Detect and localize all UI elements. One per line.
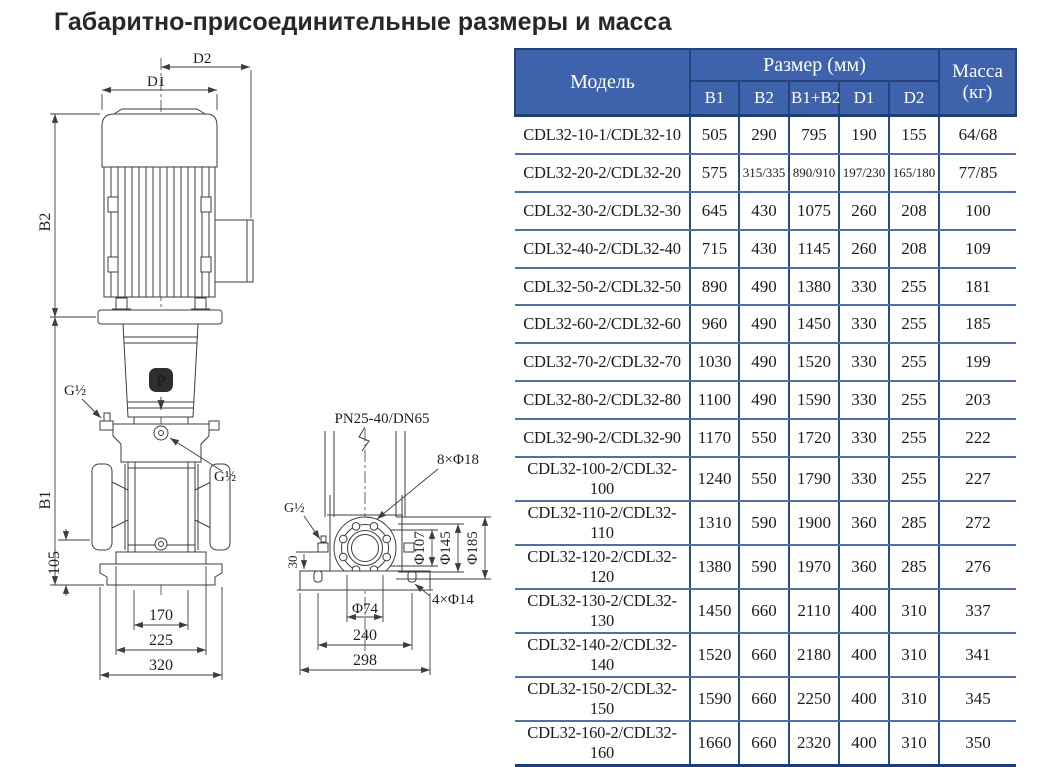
cell-d1: 400 [839, 589, 889, 633]
cell-b1b2: 1145 [789, 230, 839, 268]
dim-105-label: 105 [46, 551, 63, 575]
cell-d1: 260 [839, 192, 889, 230]
dimensions-table-container [514, 48, 1015, 767]
cell-mass: 276 [939, 545, 1016, 589]
cell-b2: 660 [739, 589, 789, 633]
cell-model: CDL32-60-2/CDL32-60 [515, 305, 690, 343]
cell-b2: 590 [739, 545, 789, 589]
cell-b1b2: 1520 [789, 343, 839, 381]
dim-g-half-label: G½ [284, 501, 305, 516]
cell-model: CDL32-10-1/CDL32-10 [515, 116, 690, 154]
cell-d2: 255 [889, 305, 939, 343]
header-d1: D1 [839, 81, 889, 116]
cell-d2: 310 [889, 633, 939, 677]
header-mass-line2: (кг) [962, 82, 993, 103]
suction-flange [92, 464, 112, 550]
cell-model: CDL32-130-2/CDL32-130 [515, 589, 690, 633]
table-row [515, 545, 1016, 589]
cell-b1b2: 890/910 [789, 154, 839, 192]
cell-d2: 208 [889, 192, 939, 230]
cell-model: CDL32-120-2/CDL32-120 [515, 545, 690, 589]
cell-b2: 590 [739, 501, 789, 545]
cell-model: CDL32-20-2/CDL32-20 [515, 154, 690, 192]
cell-d1: 360 [839, 501, 889, 545]
cell-model: CDL32-150-2/CDL32-150 [515, 677, 690, 721]
cell-model: CDL32-160-2/CDL32-160 [515, 721, 690, 766]
dim-320-label: 320 [149, 657, 173, 674]
table-row [515, 230, 1016, 268]
cell-b1b2: 1380 [789, 268, 839, 306]
cell-model: CDL32-30-2/CDL32-30 [515, 192, 690, 230]
header-mass [939, 49, 1016, 116]
cell-b1b2: 795 [789, 116, 839, 154]
cell-mass: 203 [939, 381, 1016, 419]
cell-mass: 345 [939, 677, 1016, 721]
cell-d2: 255 [889, 268, 939, 306]
cell-d1: 330 [839, 268, 889, 306]
dim-b2-label: B2 [37, 212, 54, 232]
cell-b2: 490 [739, 305, 789, 343]
cell-b1: 1590 [690, 677, 739, 721]
table-row [515, 192, 1016, 230]
cell-d2: 165/180 [889, 154, 939, 192]
cell-b1: 645 [690, 192, 739, 230]
cell-b2: 430 [739, 192, 789, 230]
dim-g-half-right-label: G½ [214, 469, 237, 485]
cell-b1: 1310 [690, 501, 739, 545]
cell-d1: 330 [839, 381, 889, 419]
cell-b2: 490 [739, 268, 789, 306]
cell-mass: 227 [939, 457, 1016, 501]
cell-b1: 890 [690, 268, 739, 306]
cell-mass: 222 [939, 419, 1016, 457]
cell-d2: 255 [889, 381, 939, 419]
dim-d145-label: Φ145 [438, 531, 454, 565]
cell-d1: 190 [839, 116, 889, 154]
cell-d2: 310 [889, 589, 939, 633]
cell-d1: 360 [839, 545, 889, 589]
table-header [515, 49, 1016, 116]
cell-d1: 400 [839, 721, 889, 766]
cell-model: CDL32-100-2/CDL32-100 [515, 457, 690, 501]
front-view-linework [92, 58, 253, 597]
header-mass-line1: Масса [952, 60, 1003, 82]
cell-model: CDL32-70-2/CDL32-70 [515, 343, 690, 381]
cell-d1: 400 [839, 633, 889, 677]
cell-b1b2: 1900 [789, 501, 839, 545]
dim-170-label: 170 [149, 607, 173, 624]
table-row [515, 677, 1016, 721]
dim-flange-spec-label: PN25-40/DN65 [334, 411, 430, 427]
header-b1: B1 [690, 81, 739, 116]
cell-b1: 1240 [690, 457, 739, 501]
cell-d2: 208 [889, 230, 939, 268]
header-b1b2: B1+B2 [789, 81, 839, 116]
cell-d2: 310 [889, 677, 939, 721]
dimensions-table [514, 48, 1017, 767]
cell-mass: 199 [939, 343, 1016, 381]
cell-mass: 77/85 [939, 154, 1016, 192]
dim-d74-label: Φ74 [352, 601, 378, 617]
dim-g-half-left-label: G½ [64, 383, 87, 399]
table-row [515, 268, 1016, 306]
cell-model: CDL32-90-2/CDL32-90 [515, 419, 690, 457]
cell-model: CDL32-80-2/CDL32-80 [515, 381, 690, 419]
dim-d2-label: D2 [193, 52, 212, 67]
cell-mass: 64/68 [939, 116, 1016, 154]
cell-d1: 330 [839, 457, 889, 501]
cell-b1: 1660 [690, 721, 739, 766]
header-b2: B2 [739, 81, 789, 116]
cell-b1b2: 1790 [789, 457, 839, 501]
cell-b1: 960 [690, 305, 739, 343]
header-d2: D2 [889, 81, 939, 116]
cell-b2: 290 [739, 116, 789, 154]
table-row [515, 381, 1016, 419]
cell-b1: 1030 [690, 343, 739, 381]
dim-base-holes-label: 4×Φ14 [432, 592, 474, 608]
cell-mass: 350 [939, 721, 1016, 766]
cell-b1: 1100 [690, 381, 739, 419]
cell-mass: 181 [939, 268, 1016, 306]
cell-b2: 490 [739, 343, 789, 381]
table-row [515, 721, 1016, 766]
cell-model: CDL32-50-2/CDL32-50 [515, 268, 690, 306]
header-size-group: Размер (мм) [690, 49, 939, 81]
cell-b1: 505 [690, 116, 739, 154]
cell-b1: 1170 [690, 419, 739, 457]
cell-b1b2: 1590 [789, 381, 839, 419]
cell-mass: 337 [939, 589, 1016, 633]
cell-b2: 660 [739, 677, 789, 721]
table-row [515, 305, 1016, 343]
cell-d2: 285 [889, 501, 939, 545]
table-row [515, 343, 1016, 381]
table-row [515, 419, 1016, 457]
cell-b2: 550 [739, 419, 789, 457]
pump-flange-view-drawing [270, 405, 515, 697]
cell-b2: 490 [739, 381, 789, 419]
cell-b1b2: 1970 [789, 545, 839, 589]
table-row [515, 633, 1016, 677]
dim-240-label: 240 [353, 627, 377, 644]
page-title: Габаритно-присоединительные размеры и масса [54, 8, 672, 36]
cell-model: CDL32-110-2/CDL32-110 [515, 501, 690, 545]
table-row [515, 154, 1016, 192]
cell-d1: 400 [839, 677, 889, 721]
dim-d107-label: Φ107 [412, 531, 428, 565]
cell-d1: 330 [839, 305, 889, 343]
cell-b1: 715 [690, 230, 739, 268]
cell-d1: 330 [839, 343, 889, 381]
cell-model: CDL32-140-2/CDL32-140 [515, 633, 690, 677]
cell-b1b2: 1720 [789, 419, 839, 457]
header-model: Модель [515, 49, 690, 116]
cell-mass: 341 [939, 633, 1016, 677]
cell-b1: 1520 [690, 633, 739, 677]
dim-b1-label: B1 [37, 490, 54, 510]
cell-b2: 315/335 [739, 154, 789, 192]
table-row [515, 116, 1016, 154]
cell-d2: 255 [889, 457, 939, 501]
cell-mass: 185 [939, 305, 1016, 343]
dim-30-label: 30 [285, 555, 300, 569]
cell-mass: 109 [939, 230, 1016, 268]
cell-b2: 660 [739, 721, 789, 766]
cell-b1b2: 2110 [789, 589, 839, 633]
cell-mass: 272 [939, 501, 1016, 545]
cell-b1b2: 2180 [789, 633, 839, 677]
cell-d2: 255 [889, 419, 939, 457]
cell-b1: 575 [690, 154, 739, 192]
cell-d2: 255 [889, 343, 939, 381]
cell-d1: 197/230 [839, 154, 889, 192]
brand-logo-letter: P [156, 373, 166, 390]
cell-d1: 260 [839, 230, 889, 268]
cell-b2: 430 [739, 230, 789, 268]
cell-b1: 1450 [690, 589, 739, 633]
dim-225-label: 225 [149, 632, 173, 649]
cell-mass: 100 [939, 192, 1016, 230]
table-row [515, 589, 1016, 633]
cell-b2: 550 [739, 457, 789, 501]
cell-b1b2: 1075 [789, 192, 839, 230]
dim-d185-label: Φ185 [465, 531, 481, 565]
cell-model: CDL32-40-2/CDL32-40 [515, 230, 690, 268]
cell-d1: 330 [839, 419, 889, 457]
flange-face [334, 517, 396, 579]
cell-b2: 660 [739, 633, 789, 677]
dim-298-label: 298 [353, 652, 377, 669]
table-body [515, 116, 1016, 766]
table-row [515, 501, 1016, 545]
dim-bolt-holes-label: 8×Φ18 [437, 452, 479, 468]
table-row [515, 457, 1016, 501]
cell-b1b2: 2250 [789, 677, 839, 721]
cell-b1b2: 2320 [789, 721, 839, 766]
cell-d2: 155 [889, 116, 939, 154]
cell-d2: 310 [889, 721, 939, 766]
cell-b1: 1380 [690, 545, 739, 589]
cell-d2: 285 [889, 545, 939, 589]
cell-b1b2: 1450 [789, 305, 839, 343]
dim-d1-label: D1 [147, 74, 166, 90]
